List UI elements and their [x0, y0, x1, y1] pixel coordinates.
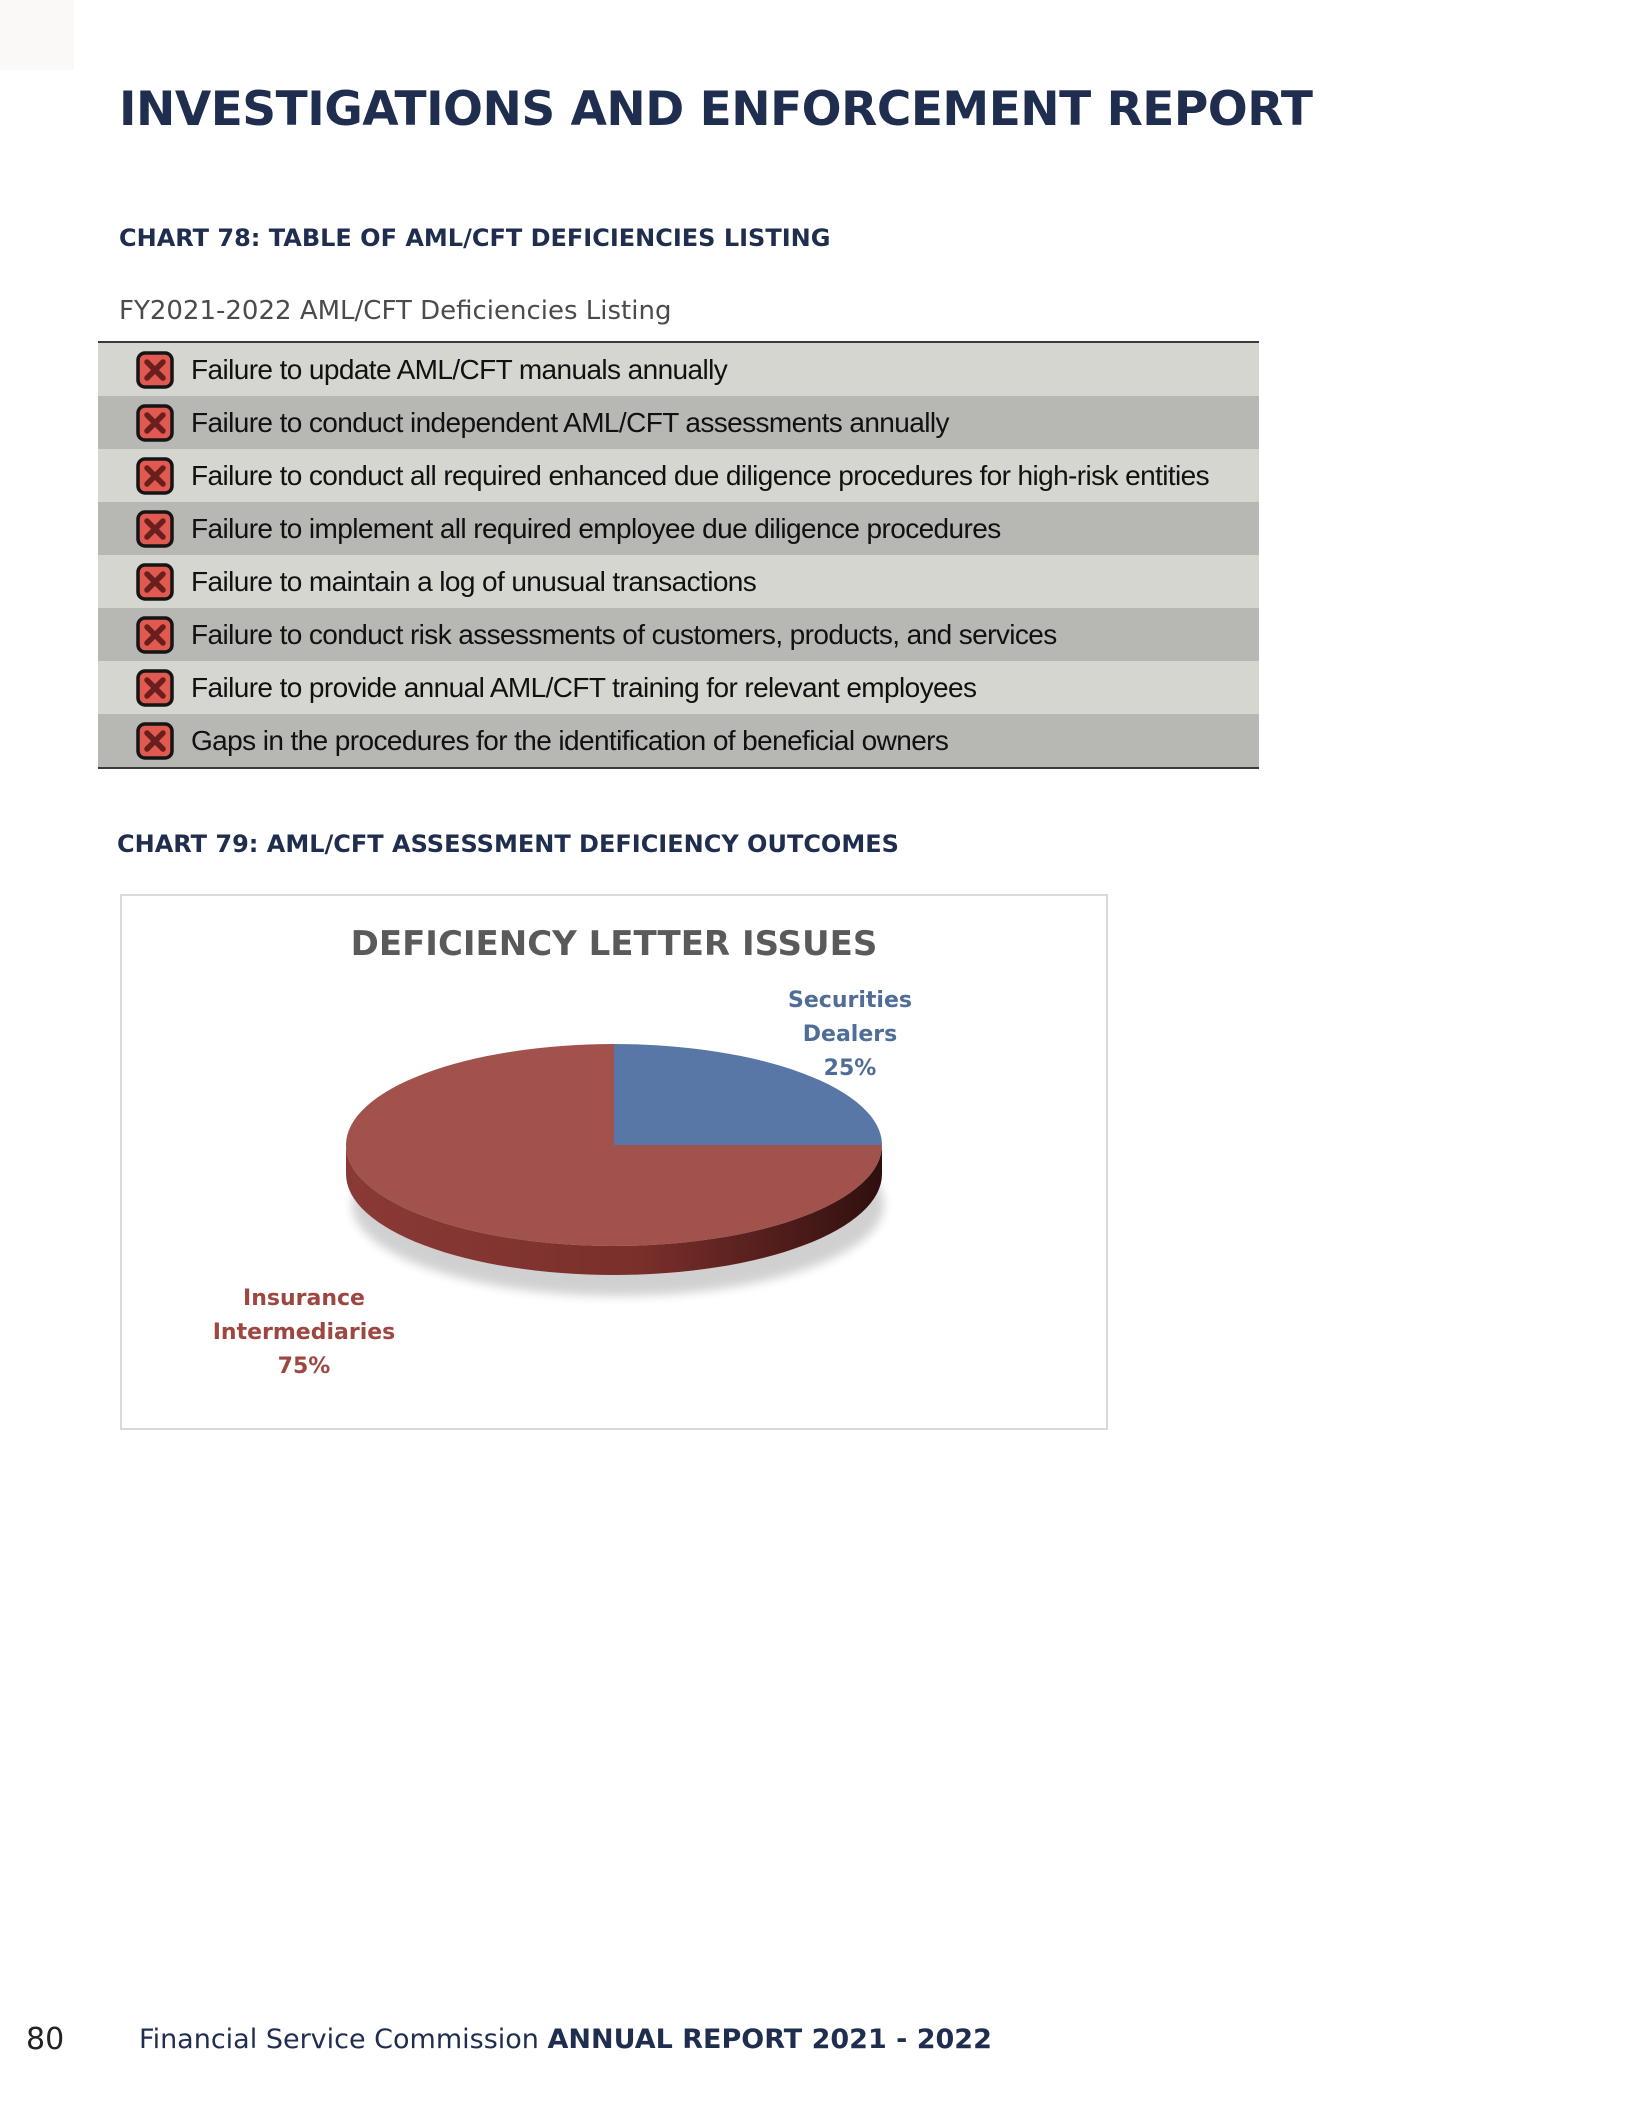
slice-category-label: Intermediaries: [212, 1320, 396, 1345]
page-number: 80: [26, 2022, 65, 2057]
x-mark-icon: [135, 721, 175, 761]
pie-chart-canvas: [122, 896, 1106, 1428]
page-title: INVESTIGATIONS AND ENFORCEMENT REPORT: [119, 82, 1313, 137]
deficiency-text: Failure to update AML/CFT manuals annually: [191, 353, 728, 385]
deficiency-text: Failure to maintain a log of unusual transactions: [191, 565, 757, 597]
x-mark-icon: [135, 403, 175, 443]
chart-79-heading: CHART 79: AML/CFT ASSESSMENT DEFICIENCY OUTCOMES: [117, 830, 899, 858]
deficiency-text: Gaps in the procedures for the identification of beneficial owners: [191, 724, 949, 756]
x-mark-icon: [135, 615, 175, 655]
page-corner-tab: [0, 0, 74, 70]
table-row: [98, 608, 1259, 661]
x-mark-icon: [135, 350, 175, 390]
x-mark-icon: [135, 562, 175, 602]
deficiency-text: Failure to implement all required employee due diligence procedures: [191, 512, 1001, 544]
x-mark-icon: [135, 509, 175, 549]
table-row: [98, 661, 1259, 714]
footer-organization: Financial Service Commission: [139, 2024, 539, 2055]
table-row: [98, 343, 1259, 396]
deficiency-text: Failure to conduct independent AML/CFT assessments annually: [191, 406, 949, 438]
table-row: [98, 714, 1259, 767]
footer-report-title: ANNUAL REPORT 2021 - 2022: [547, 2024, 992, 2055]
slice-category-label: Dealers: [802, 1022, 898, 1047]
chart-78-heading: CHART 78: TABLE OF AML/CFT DEFICIENCIES LISTING: [119, 224, 831, 252]
table-row: [98, 502, 1259, 555]
slice-value-label: 25%: [823, 1056, 877, 1081]
deficiencies-table: [98, 341, 1259, 769]
x-mark-icon: [135, 668, 175, 708]
slice-category-label: Insurance: [243, 1286, 365, 1311]
table-row: [98, 555, 1259, 608]
slice-category-label: Securities: [788, 988, 912, 1013]
pie-chart: [120, 894, 1108, 1430]
x-mark-icon: [135, 456, 175, 496]
deficiency-text: Failure to provide annual AML/CFT training for relevant employees: [191, 671, 977, 703]
table-caption: FY2021-2022 AML/CFT Deficiencies Listing: [119, 296, 672, 326]
table-row: [98, 449, 1259, 502]
chart-title: DEFICIENCY LETTER ISSUES: [350, 924, 878, 964]
deficiency-text: Failure to conduct risk assessments of customers, products, and services: [191, 618, 1057, 650]
table-row: [98, 396, 1259, 449]
deficiency-text: Failure to conduct all required enhanced due diligence procedures for high-risk entities: [191, 459, 1210, 491]
slice-value-label: 75%: [277, 1354, 331, 1379]
footer: [139, 2024, 992, 2055]
